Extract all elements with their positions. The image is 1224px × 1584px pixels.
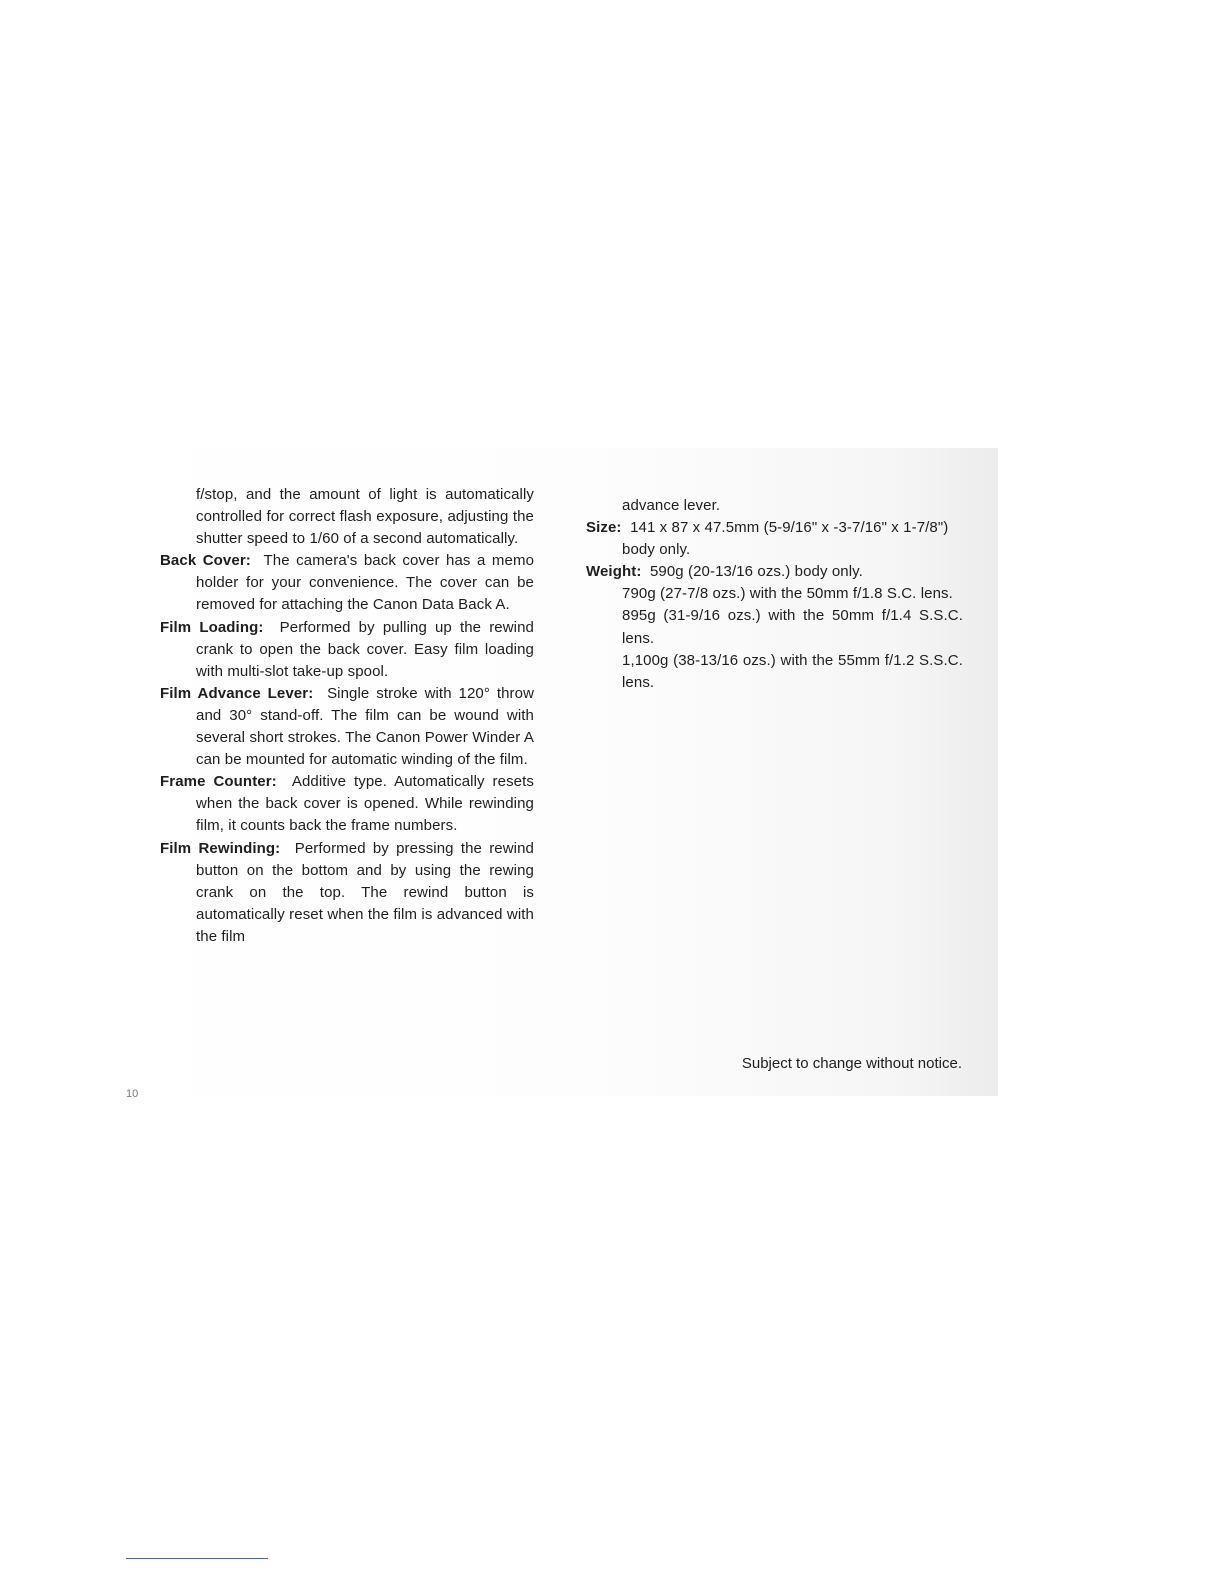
spec-text: The camera's back cover has a memo holder for your convenience. The cover can be removed for attaching the Canon Data Back A. [196,552,535,614]
spec-film-loading [160,617,534,683]
spec-size [586,517,963,561]
weight-line: 895g (31-9/16 ozs.) with the 50mm f/1.4 S.S.C. lens. [622,607,963,647]
spec-film-advance-lever [160,683,534,771]
spec-weight [586,561,963,583]
spec-term: Film Advance Lever: [160,684,314,702]
spec-text: 590g (20-13/16 ozs.) body only. [649,563,863,581]
spec-term: Film Loading: [160,618,264,636]
continuation-paragraph: advance lever. [622,497,721,514]
spec-text: Additive type. Automatically resets when the back cover is opened. While rewinding film, it counts back the frame numbers. [196,773,534,835]
link-underline [126,1558,268,1559]
spec-text: Single stroke with 120° throw and 30° stand-off. The film can be wound with several short strokes. The Canon Power Winder A can be mounted for automatic winding of the film. [196,684,535,769]
spec-term: Frame Counter: [160,773,277,791]
spec-text: 141 x 87 x 47.5mm (5-9/16" x -3-7/16" x 1-7/8") body only. [622,519,949,559]
spec-frame-counter [160,771,534,837]
spec-back-cover [160,550,534,616]
right-column [586,495,963,694]
spec-term: Size: [586,519,622,537]
page-number: 10 [126,1088,139,1100]
left-column [160,484,534,948]
continuation-paragraph: f/stop, and the amount of light is automatically controlled for correct flash exposure, adjusting the shutter speed to 1/60 of a second automatically. [196,486,534,548]
spec-term: Film Rewinding: [160,839,281,857]
spec-film-rewinding [160,838,534,948]
spec-text: Performed by pulling up the rewind crank to open the back cover. Easy film loading with multi-slot take-up spool. [196,618,534,680]
notice-text: Subject to change without notice. [741,1055,962,1072]
spec-term: Weight: [586,563,642,581]
weight-line: 790g (27-7/8 ozs.) with the 50mm f/1.8 S.C. lens. [622,585,953,603]
spec-term: Back Cover: [160,552,251,570]
weight-line: 1,100g (38-13/16 ozs.) with the 55mm f/1.2 S.S.C. lens. [622,651,963,691]
spec-text: Performed by pressing the rewind button on the bottom and by using the rewing crank on the top. The rewind button is automatically reset when the film is advanced with the film [196,839,534,945]
